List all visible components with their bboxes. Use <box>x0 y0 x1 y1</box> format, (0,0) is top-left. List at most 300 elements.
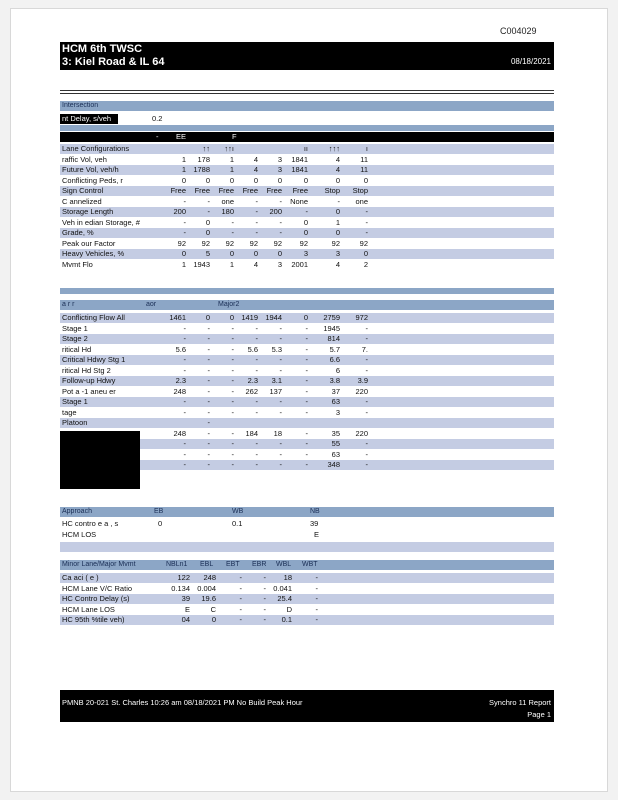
cell-value: 5.6 <box>247 344 258 354</box>
cell-value: 3 <box>277 165 282 174</box>
table-row <box>60 324 554 334</box>
cell-value: 1461 <box>169 313 186 322</box>
cell-value: - <box>337 196 340 206</box>
row-label: Future Vol, veh/h <box>62 165 119 174</box>
cell-value: - <box>279 228 282 237</box>
cell-value: 5.7 <box>329 344 340 354</box>
cell-value: 0 <box>303 217 308 227</box>
row-label: HC Contro Delay (s) <box>62 594 130 603</box>
cell-value: - <box>365 323 368 333</box>
cell-value: 972 <box>355 313 368 322</box>
cell-value: 92 <box>225 238 234 248</box>
cell-value: 1 <box>181 259 186 269</box>
cell-value: - <box>231 407 234 417</box>
section-band <box>60 288 554 294</box>
cell-value: - <box>305 323 308 333</box>
cell-value: - <box>279 365 282 375</box>
cell-value: - <box>365 365 368 375</box>
cell-value: 0 <box>229 249 234 258</box>
cell-value: - <box>255 228 258 237</box>
cell-value: - <box>305 428 308 438</box>
cell-value: - <box>315 604 318 614</box>
cell-value: - <box>305 407 308 417</box>
cell-value: - <box>183 397 186 406</box>
report-header <box>60 42 554 70</box>
row-label: Platoon <box>62 418 88 427</box>
cell-value: - <box>231 460 234 469</box>
cell-value: 0 <box>205 313 210 322</box>
table-row <box>60 355 554 365</box>
table-row <box>60 418 554 428</box>
cell-value: Free <box>194 186 210 195</box>
row-label: Pot a -1 aneu er <box>62 386 116 396</box>
cell-value: - <box>279 460 282 469</box>
cell-value: - <box>365 228 368 237</box>
cell-value: 0 <box>181 249 186 258</box>
cell-value: - <box>365 334 368 343</box>
row-label: HCM Lane LOS <box>62 604 115 614</box>
band <box>60 542 554 552</box>
table-row <box>60 144 554 154</box>
row-label: Stage 2 <box>62 334 88 343</box>
cell-value: D <box>286 604 292 614</box>
cell-value: 55 <box>331 439 340 448</box>
section-band <box>60 125 554 131</box>
report-footer <box>60 690 554 722</box>
cell-value: - <box>263 615 266 624</box>
cell-value: 248 <box>173 386 186 396</box>
cell-value: 0.004 <box>197 583 216 593</box>
cell-value: - <box>255 365 258 375</box>
cell-value: 0 <box>253 249 258 258</box>
cell-value: 0 <box>211 615 216 624</box>
cell-value: - <box>207 344 210 354</box>
cell-value: - <box>305 376 308 385</box>
cell-value: 137 <box>269 386 282 396</box>
cell-value: - <box>207 376 210 385</box>
cell-value: - <box>279 355 282 364</box>
row-label: Mvmt Flo <box>62 259 93 269</box>
table-row <box>60 313 554 323</box>
table-row <box>60 228 554 238</box>
cell-value: - <box>315 615 318 624</box>
cell-value: 0.134 <box>171 583 190 593</box>
cell-value: 184 <box>245 428 258 438</box>
cell-value: 1788 <box>193 165 210 174</box>
report-title: HCM 6th TWSC <box>62 43 143 55</box>
cell-value: 2759 <box>323 313 340 322</box>
cell-value: - <box>365 460 368 469</box>
cell-value: 1 <box>181 154 186 164</box>
cell-value: - <box>305 344 308 354</box>
divider <box>60 93 554 94</box>
cell-value: - <box>255 207 258 216</box>
cell-value: - <box>255 397 258 406</box>
row-label: Stage 1 <box>62 323 88 333</box>
cell-value: 04 <box>181 615 190 624</box>
cell-value: 92 <box>201 238 210 248</box>
table-row <box>60 197 554 207</box>
table-row <box>60 573 554 583</box>
cell-value: 220 <box>355 386 368 396</box>
cell-value: - <box>365 449 368 459</box>
cell-value: - <box>231 439 234 448</box>
cell-value: - <box>305 460 308 469</box>
cell-value: 3 <box>277 154 282 164</box>
cell-value: - <box>183 365 186 375</box>
cell-value: 92 <box>273 238 282 248</box>
cell-value: 1 <box>229 154 234 164</box>
cell-value: - <box>207 449 210 459</box>
cell-value: 178 <box>197 154 210 164</box>
table-row <box>60 239 554 249</box>
cell-value: - <box>183 355 186 364</box>
cell-value: - <box>183 407 186 417</box>
cell-value: - <box>255 449 258 459</box>
cell-value: - <box>315 573 318 582</box>
cell-value: Free <box>292 186 308 195</box>
row-label: tage <box>62 407 77 417</box>
cell-value: - <box>365 355 368 364</box>
cell-value: - <box>231 365 234 375</box>
cell-value: - <box>207 207 210 216</box>
cell-value: - <box>207 407 210 417</box>
cell-value: ↑↑ı <box>224 144 234 153</box>
row-label: Critical Hdwy Stg 1 <box>62 355 126 364</box>
cell-value: 1 <box>181 165 186 174</box>
cell-value: 0 <box>253 175 258 185</box>
cell-value: 6.6 <box>329 355 340 364</box>
cell-value: - <box>263 573 266 582</box>
cell-value: 1 <box>229 165 234 174</box>
cell-value: E <box>184 604 190 614</box>
cell-value: - <box>183 196 186 206</box>
lane-header: Minor Lane/Major Mvmt NBLn1 EBL EBT EBR WBL WBT <box>60 560 554 570</box>
row-label: Ca aci ( e ) <box>62 573 99 582</box>
cell-value: 248 <box>173 428 186 438</box>
cell-value: - <box>207 196 210 206</box>
section-intersection: Intersection <box>60 101 554 111</box>
cell-value: - <box>183 323 186 333</box>
cell-value: - <box>279 323 282 333</box>
cell-value: - <box>365 217 368 227</box>
cell-value: - <box>231 386 234 396</box>
cell-value: Free <box>242 186 258 195</box>
cell-value: 0 <box>303 175 308 185</box>
row-label: Sign Control <box>62 186 104 195</box>
cell-value: 200 <box>269 207 282 216</box>
row-label: Grade, % <box>62 228 94 237</box>
cell-value: Free <box>218 186 234 195</box>
cell-value: 3 <box>303 249 308 258</box>
cell-value: Free <box>170 186 186 195</box>
cell-value: - <box>279 449 282 459</box>
cell-value: - <box>305 365 308 375</box>
cell-value: 4 <box>253 165 258 174</box>
cell-value: 1944 <box>265 313 282 322</box>
cell-value: 0 <box>277 175 282 185</box>
cell-value: 0 <box>205 217 210 227</box>
cell-value: 11 <box>360 165 368 174</box>
cell-value: 1943 <box>193 259 210 269</box>
cell-value: 4 <box>253 154 258 164</box>
cell-value: - <box>263 594 266 603</box>
approach-los-row: HCM LOS E <box>62 530 320 539</box>
major-header: a r r aor Major2 <box>60 300 554 310</box>
cell-value: - <box>183 217 186 227</box>
footer-left: PMNB 20-021 St. Charles 10:26 am 08/18/2021 PM No Build Peak Hour <box>62 698 303 707</box>
cell-value: C <box>210 604 216 614</box>
cell-value: 1419 <box>241 313 258 322</box>
cell-value: 3.9 <box>357 376 368 385</box>
cell-value: 0 <box>303 313 308 322</box>
row-label: ritical Hd Stg 2 <box>62 365 111 375</box>
cell-value: - <box>279 407 282 417</box>
cell-value: 25.4 <box>277 594 292 603</box>
cell-value: - <box>255 407 258 417</box>
cell-value: 5 <box>205 249 210 258</box>
cell-value: 3 <box>335 407 340 417</box>
table-row <box>60 584 554 594</box>
redaction-block <box>60 431 140 489</box>
cell-value: - <box>279 196 282 206</box>
cell-value: - <box>239 573 242 582</box>
row-label: C annelized <box>62 196 102 206</box>
cell-value: 63 <box>331 397 340 406</box>
cell-value: - <box>263 583 266 593</box>
row-label: HC 95th %tile veh) <box>62 615 125 624</box>
row-label: Storage Length <box>62 207 114 216</box>
row-label: Lane Configurations <box>62 144 130 153</box>
cell-value: - <box>231 228 234 237</box>
cell-value: - <box>207 397 210 406</box>
cell-value: one <box>355 196 368 206</box>
cell-value: - <box>279 334 282 343</box>
cell-value: 0 <box>335 175 340 185</box>
table-row <box>60 260 554 270</box>
cell-value: - <box>263 604 266 614</box>
table-row <box>60 594 554 604</box>
row-label: Peak our Factor <box>62 238 116 248</box>
cell-value: - <box>255 355 258 364</box>
row-label: Veh in edian Storage, # <box>62 217 140 227</box>
cell-value: 0 <box>205 228 210 237</box>
cell-value: - <box>315 583 318 593</box>
cell-value: - <box>305 355 308 364</box>
delay-value: 0.2 <box>152 114 163 123</box>
table-row <box>60 345 554 355</box>
row-label: raffic Vol, veh <box>62 154 107 164</box>
row-label: ritical Hd <box>62 344 92 354</box>
cell-value: - <box>279 397 282 406</box>
table-row <box>60 155 554 165</box>
cell-value: 0.1 <box>281 615 292 624</box>
cell-value: 18 <box>273 428 282 438</box>
cell-value: 2.3 <box>175 376 186 385</box>
cell-value: ↑↑↑ <box>328 144 340 153</box>
cell-value: one <box>221 196 234 206</box>
cell-value: 1945 <box>323 323 340 333</box>
cell-value: - <box>207 428 210 438</box>
cell-value: - <box>279 217 282 227</box>
cell-value: 92 <box>299 238 308 248</box>
cell-value: 3.1 <box>271 376 282 385</box>
cell-value: 0 <box>335 228 340 237</box>
cell-value: 4 <box>335 154 340 164</box>
cell-value: - <box>231 449 234 459</box>
cell-value: 92 <box>359 238 368 248</box>
cell-value: 348 <box>327 460 340 469</box>
cell-value: 0.041 <box>273 583 292 593</box>
table-row <box>60 165 554 175</box>
cell-value: - <box>365 439 368 448</box>
table-row <box>60 249 554 259</box>
cell-value: - <box>207 355 210 364</box>
table-row <box>60 615 554 625</box>
approach-header: Approach EB WB NB <box>60 507 554 517</box>
cell-value: 0 <box>205 175 210 185</box>
row-label: Follow-up Hdwy <box>62 376 116 385</box>
cell-value: 92 <box>249 238 258 248</box>
table-row <box>60 176 554 186</box>
cell-value: - <box>231 355 234 364</box>
cell-value: - <box>207 460 210 469</box>
row-label: Conflicting Peds, r <box>62 175 123 185</box>
cell-value: - <box>239 594 242 603</box>
cell-value: 262 <box>245 386 258 396</box>
cell-value: 1 <box>229 259 234 269</box>
table-row <box>60 366 554 376</box>
cell-value: 63 <box>331 449 340 459</box>
report-subtitle: 3: Kiel Road & IL 64 <box>62 56 165 68</box>
cell-value: 0 <box>229 175 234 185</box>
cell-value: 248 <box>203 573 216 582</box>
cell-value: 18 <box>283 573 292 582</box>
document-id: C004029 <box>500 26 537 36</box>
cell-value: - <box>255 334 258 343</box>
cell-value: 3 <box>335 249 340 258</box>
cell-value: 3.8 <box>329 376 340 385</box>
cell-value: - <box>231 323 234 333</box>
cell-value: - <box>239 604 242 614</box>
table-row <box>60 408 554 418</box>
cell-value: - <box>255 196 258 206</box>
cell-value: 1841 <box>291 165 308 174</box>
cell-value: 5.6 <box>175 344 186 354</box>
cell-value: - <box>279 439 282 448</box>
row-label: Conflicting Flow All <box>62 313 125 322</box>
cell-value: - <box>365 397 368 406</box>
cell-value: - <box>305 449 308 459</box>
cell-value: 0 <box>277 249 282 258</box>
cell-value: - <box>231 376 234 385</box>
cell-value: - <box>255 217 258 227</box>
cell-value: 0 <box>181 175 186 185</box>
cell-value: - <box>255 460 258 469</box>
cell-value: ı <box>365 144 368 153</box>
cell-value: 37 <box>331 386 340 396</box>
cell-value: - <box>255 323 258 333</box>
cell-value: 4 <box>335 259 340 269</box>
cell-value: 11 <box>360 154 368 164</box>
cell-value: 39 <box>181 594 190 603</box>
row-label: Heavy Vehicles, % <box>62 249 125 258</box>
cell-value: - <box>231 334 234 343</box>
cell-value: 0 <box>363 175 368 185</box>
cell-value: - <box>183 460 186 469</box>
cell-value: 4 <box>335 165 340 174</box>
cell-value: ↑↑ <box>202 144 210 153</box>
cell-value: 2 <box>363 259 368 269</box>
cell-value: - <box>315 594 318 603</box>
cell-value: 1 <box>335 217 340 227</box>
cell-value: - <box>207 334 210 343</box>
approach-delay-row: HC contro e a , s 0 0.1 39 <box>62 519 319 528</box>
cell-value: 220 <box>355 428 368 438</box>
cell-value: - <box>255 439 258 448</box>
cell-value: 2001 <box>291 259 308 269</box>
cell-value: - <box>305 439 308 448</box>
delay-label: nt Delay, s/veh <box>60 114 118 124</box>
cell-value: ıı <box>303 144 308 153</box>
table-row <box>60 207 554 217</box>
cell-value: - <box>183 439 186 448</box>
cell-value: - <box>305 397 308 406</box>
cell-value: - <box>183 449 186 459</box>
cell-value: 92 <box>177 238 186 248</box>
cell-value: - <box>183 228 186 237</box>
cell-value: - <box>239 583 242 593</box>
table-row <box>60 605 554 615</box>
cell-value: 5.3 <box>271 344 282 354</box>
cell-value: 19.6 <box>201 594 216 603</box>
report-date: 08/18/2021 <box>510 57 551 66</box>
cell-value: 92 <box>331 238 340 248</box>
cell-value: - <box>231 217 234 227</box>
cell-value: - <box>239 615 242 624</box>
divider <box>60 90 554 91</box>
cell-value: - <box>207 418 210 427</box>
cell-value: 6 <box>335 365 340 375</box>
cell-value: - <box>231 397 234 406</box>
cell-value: 7. <box>361 344 368 354</box>
cell-value: - <box>305 334 308 343</box>
table-row <box>60 334 554 344</box>
cell-value: 0 <box>363 249 368 258</box>
cell-value: 35 <box>331 428 340 438</box>
table-row <box>60 376 554 386</box>
cell-value: - <box>207 323 210 333</box>
cell-value: 180 <box>221 207 234 216</box>
cell-value: 1841 <box>291 154 308 164</box>
cell-value: - <box>365 207 368 216</box>
table-row <box>60 397 554 407</box>
row-label: HCM Lane V/C Ratio <box>62 583 133 593</box>
table-row <box>60 387 554 397</box>
cell-value: 2.3 <box>247 376 258 385</box>
cell-value: 200 <box>173 207 186 216</box>
cell-value: Free <box>266 186 282 195</box>
row-label: Stage 1 <box>62 397 88 406</box>
cell-value: - <box>207 386 210 396</box>
cell-value: - <box>207 365 210 375</box>
cell-value: 4 <box>253 259 258 269</box>
footer-page: Page 1 <box>527 710 551 719</box>
cell-value: 3 <box>277 259 282 269</box>
cell-value: - <box>231 428 234 438</box>
cell-value: 122 <box>177 573 190 582</box>
cell-value: - <box>231 344 234 354</box>
